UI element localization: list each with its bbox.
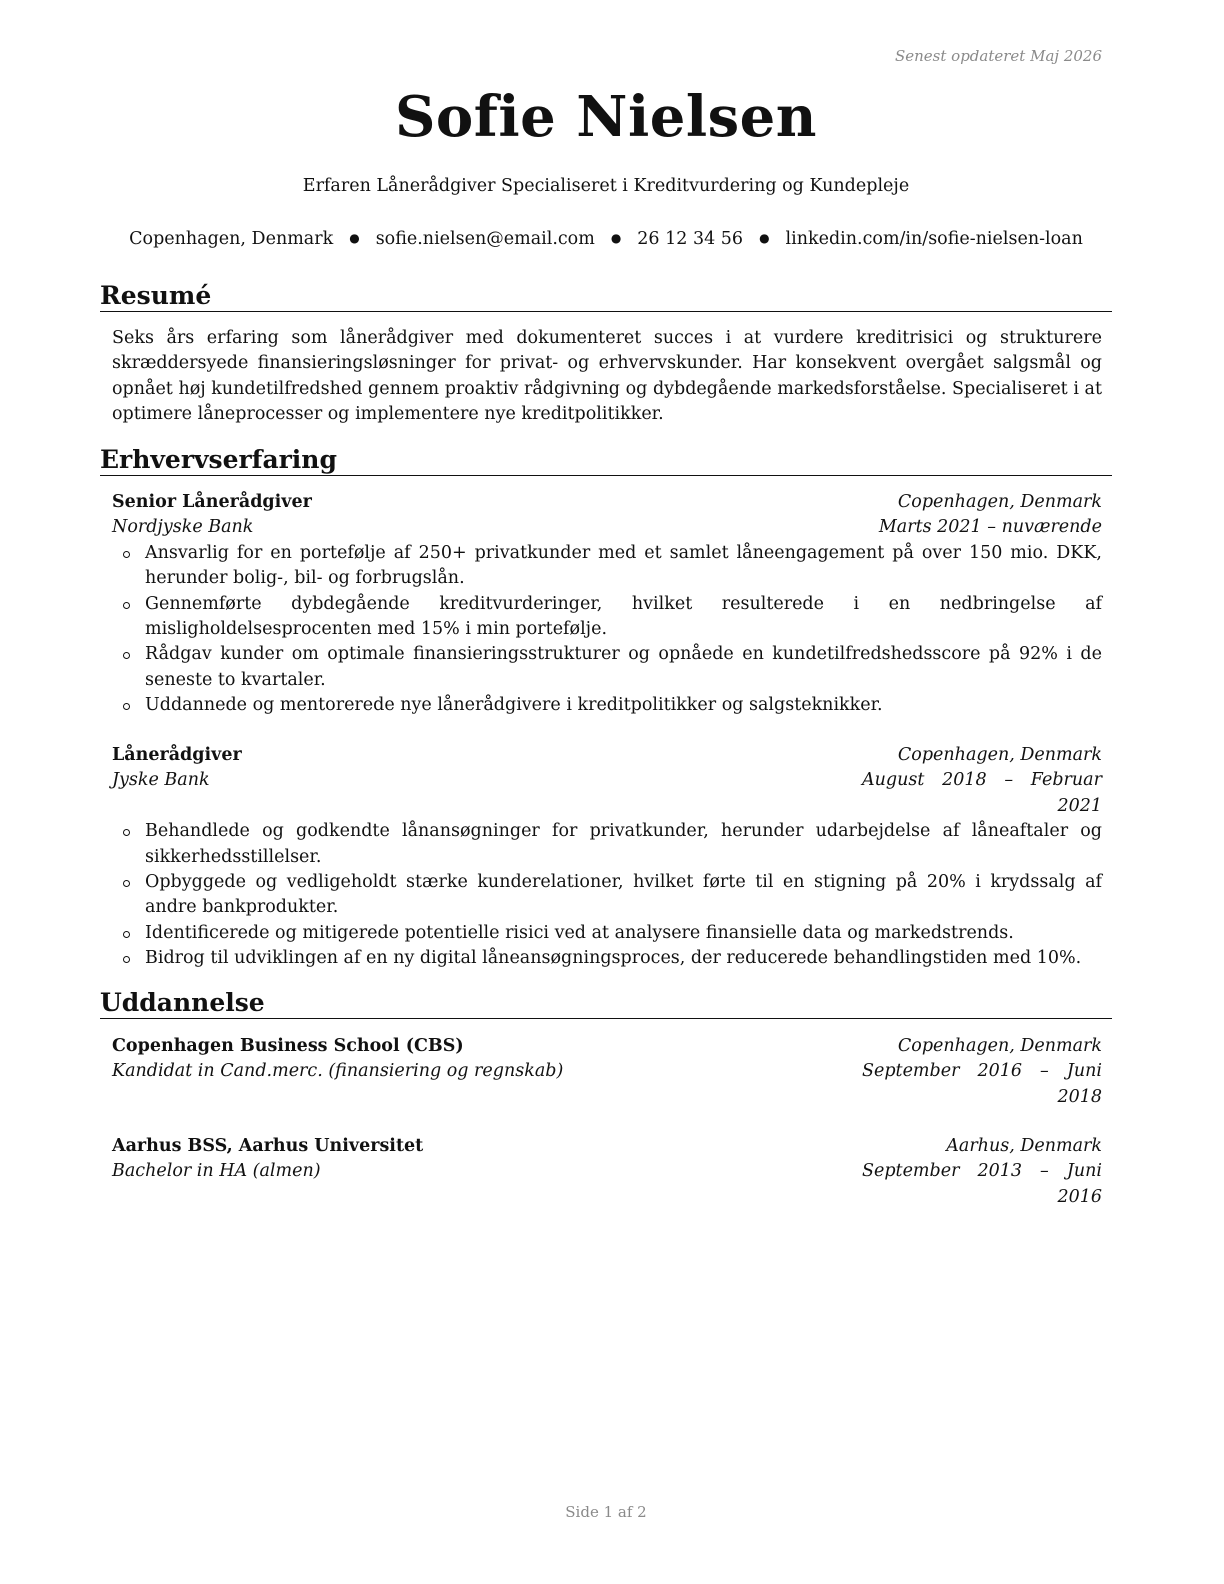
section-title-experience: Erhvervserfaring <box>100 445 1112 476</box>
education-school: Copenhagen Business School (CBS) <box>112 1036 464 1056</box>
candidate-name: Sofie Nielsen <box>394 84 817 150</box>
education-degree: Bachelor in HA (almen) <box>112 1161 321 1182</box>
list-item: Opbyggede og vedligeholdt stærke kunderelationer, hvilket førte til en stigning på 20% i krydssalg af andre bankprodukter. <box>112 870 1102 921</box>
education-location: Copenhagen, Denmark <box>897 1036 1102 1056</box>
education-degree: Kandidat in Cand.merc. (finansiering og regnskab) <box>112 1061 564 1082</box>
list-item: Identificerede og mitigerede potentielle risici ved at analysere finansielle data og markedstrends. <box>112 921 1102 946</box>
education-dates: September 2016 – Juni 2018 <box>862 1061 1102 1107</box>
education-school: Aarhus BSS, Aarhus Universitet <box>112 1136 424 1156</box>
job-entry <box>112 743 1102 972</box>
bullet-separator-icon: ● <box>349 231 360 245</box>
bullet-separator-icon: ● <box>610 231 622 245</box>
contact-email[interactable]: sofie.nielsen@email.com <box>375 229 595 249</box>
job-role: Senior Lånerådgiver <box>112 492 312 512</box>
list-item: Behandlede og godkendte lånansøgninger for privatkunder, herunder udarbejdelse af låneaftaler og sikkerhedsstillelser. <box>112 819 1102 870</box>
job-location: Copenhagen, Denmark <box>897 492 1102 512</box>
job-role: Lånerådgiver <box>112 745 242 765</box>
job-entry <box>112 490 1102 719</box>
job-dates: August 2018 – Februar 2021 <box>862 770 1102 816</box>
list-item: Gennemførte dybdegående kreditvurderinger, hvilket resulterede i en nedbringelse af misligholdelsesprocenten med 15% i min portefølje. <box>112 592 1102 643</box>
education-entry <box>112 1034 1102 1110</box>
bullet-separator-icon: ● <box>759 231 770 245</box>
list-item: Uddannede og mentorerede nye lånerådgivere i kreditpolitikker og salgsteknikker. <box>112 693 1102 718</box>
summary-text: Seks års erfaring som lånerådgiver med dokumenteret succes i at vurdere kreditrisici og strukturere skræddersyede finansieringsløsninger for privat- og erhvervskunder. Har konsekvent overgået salgsmål og opnået høj kundetilfredshed gennem proaktiv rådgivning og dybdegående markedsforståelse. Specialiseret i at optimere låneprocesser og implementere nye kreditpolitikker. <box>112 328 1102 425</box>
job-bullets <box>112 819 1102 971</box>
education-entry <box>112 1134 1102 1210</box>
job-bullets <box>112 541 1102 719</box>
job-org: Nordjyske Bank <box>112 517 254 538</box>
list-item: Rådgav kunder om optimale finansieringsstrukturer og opnåede en kundetilfredshedsscore på 92% i de seneste to kvartaler. <box>112 642 1102 693</box>
contact-phone: 26 12 34 56 <box>637 229 744 249</box>
section-title-summary: Resumé <box>100 281 1112 312</box>
job-location: Copenhagen, Denmark <box>897 745 1102 765</box>
tagline: Erfaren Lånerådgiver Specialiseret i Kreditvurdering og Kundepleje <box>302 176 910 196</box>
resume-page <box>100 0 1112 1584</box>
last-updated: Senest opdateret Maj 2026 <box>894 47 1102 65</box>
page-number: Side 1 af 2 <box>565 1503 647 1521</box>
list-item: Bidrog til udviklingen af en ny digital låneansøgningsproces, der reducerede behandlingstiden med 10%. <box>112 946 1102 971</box>
contact-line <box>100 229 1112 249</box>
education-location: Aarhus, Denmark <box>946 1136 1102 1156</box>
list-item: Ansvarlig for en portefølje af 250+ privatkunder med et samlet låneengagement på over 150 mio. DKK, herunder bolig-, bil- og forbrugslån. <box>112 541 1102 592</box>
contact-location: Copenhagen, Denmark <box>129 229 334 249</box>
section-title-education: Uddannelse <box>100 988 1112 1019</box>
job-org: Jyske Bank <box>112 770 210 791</box>
job-dates: Marts 2021 – nuværende <box>878 517 1102 538</box>
education-dates: September 2013 – Juni 2016 <box>862 1161 1102 1207</box>
contact-linkedin[interactable]: linkedin.com/in/sofie-nielsen-loan <box>785 229 1083 249</box>
